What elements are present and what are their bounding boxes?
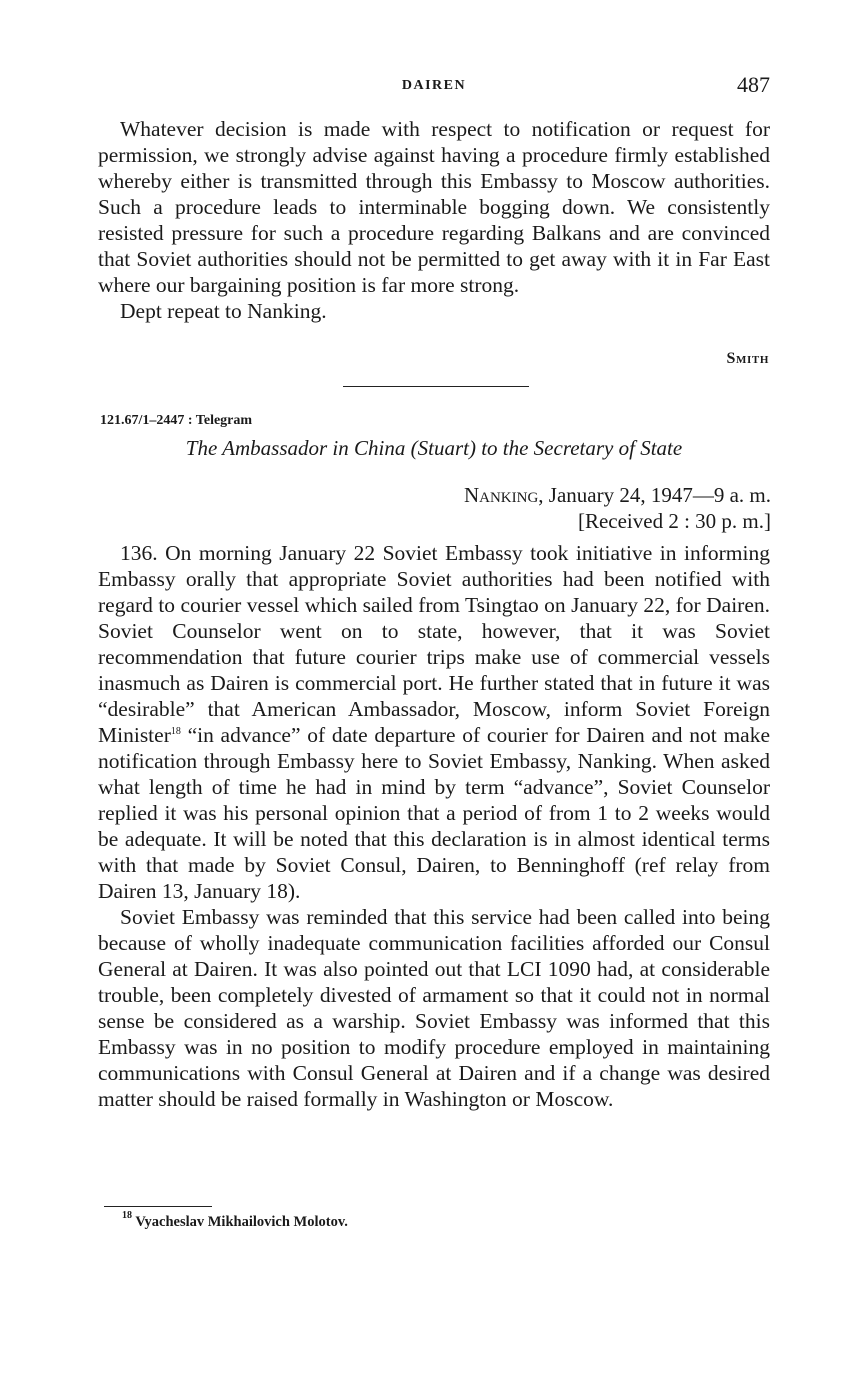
paragraph — [98, 540, 770, 904]
title-name: Stuart — [417, 436, 469, 460]
running-title: DAIREN — [401, 78, 467, 93]
title-part: ) to the Secretary of State — [468, 436, 683, 460]
page-number: 487 — [737, 72, 770, 97]
paragraph-text: 136. On morning January 22 Soviet Embassy took initiative in informing Embassy orally that appropriate Soviet authorities had been notified with regard to courier vessel which sailed from Tsingtao on January 22, for Dairen. Soviet Counselor went on to state, however, that it was Soviet recommendation that future courier trips make use of commercial vessels inasmuch as Dairen is commercial port. He further stated that in future it was “desirable” that American Ambassador, Moscow, inform Soviet Foreign Minister — [98, 541, 770, 747]
dateline-date: , January 24, 1947—9 a. m. — [538, 483, 771, 507]
title-part: The Ambassador in China ( — [185, 436, 418, 460]
paragraph: Soviet Embassy was reminded that this service had been called into being because of wholly inadequate communication facilities afforded our Consul General at Dairen. It was also pointed out that LCI 1090 had, at considerable trouble, been completely divested of armament so that it could not in normal sense be considered as a warship. Soviet Embassy was informed that this Embassy was in no position to modify procedure employed in maintaining communications with Consul General at Dairen and if a change was desired matter should be raised formally in Washington or Moscow. — [98, 905, 770, 1111]
dateline-received: [Received 2 : 30 p. m.] — [577, 509, 771, 533]
footnote — [122, 1210, 348, 1231]
footnote-divider — [104, 1206, 212, 1207]
footnote-mark: 18 — [122, 1210, 132, 1221]
document-title — [98, 436, 770, 461]
paragraph: Whatever decision is made with respect to notification or request for permission, we strongly advise against having a procedure firmly established whereby either is transmitted through this Embassy to Moscow authorities. Such a procedure leads to interminable bogging down. We consistently resisted pressure for such a procedure regarding Balkans and are convinced that Soviet authorities should not be permitted to get away with it in Far East where our bargaining position is far more strong. — [98, 117, 770, 297]
dateline-place: Nanking — [463, 483, 539, 507]
paragraph-text: “in advance” of date departure of courier for Dairen and not make notification through Embassy here to Soviet Embassy, Nanking. When asked what length of time he had in mind by term “advance”, Soviet Counselor replied it was his personal opinion that a period of from 1 to 2 weeks would be adequate. It will be noted that this declaration is in almost identical terms with that made by Soviet Consul, Dairen, to Benninghoff (ref relay from Dairen 13, January 18). — [98, 723, 770, 903]
paragraph: Dept repeat to Nanking. — [120, 299, 327, 323]
footnote-reference: 18 — [170, 726, 181, 737]
second-document-body — [98, 540, 770, 1112]
footnote-text: Vyacheslav Mikhailovich Molotov. — [132, 1214, 348, 1230]
dateline-main — [464, 482, 771, 508]
file-reference: 121.67/1–2447 : Telegram — [100, 413, 253, 428]
signature: Smith — [726, 350, 769, 367]
first-document-body — [98, 116, 770, 324]
dateline — [464, 482, 771, 534]
section-divider — [343, 386, 529, 387]
running-head — [98, 72, 770, 102]
